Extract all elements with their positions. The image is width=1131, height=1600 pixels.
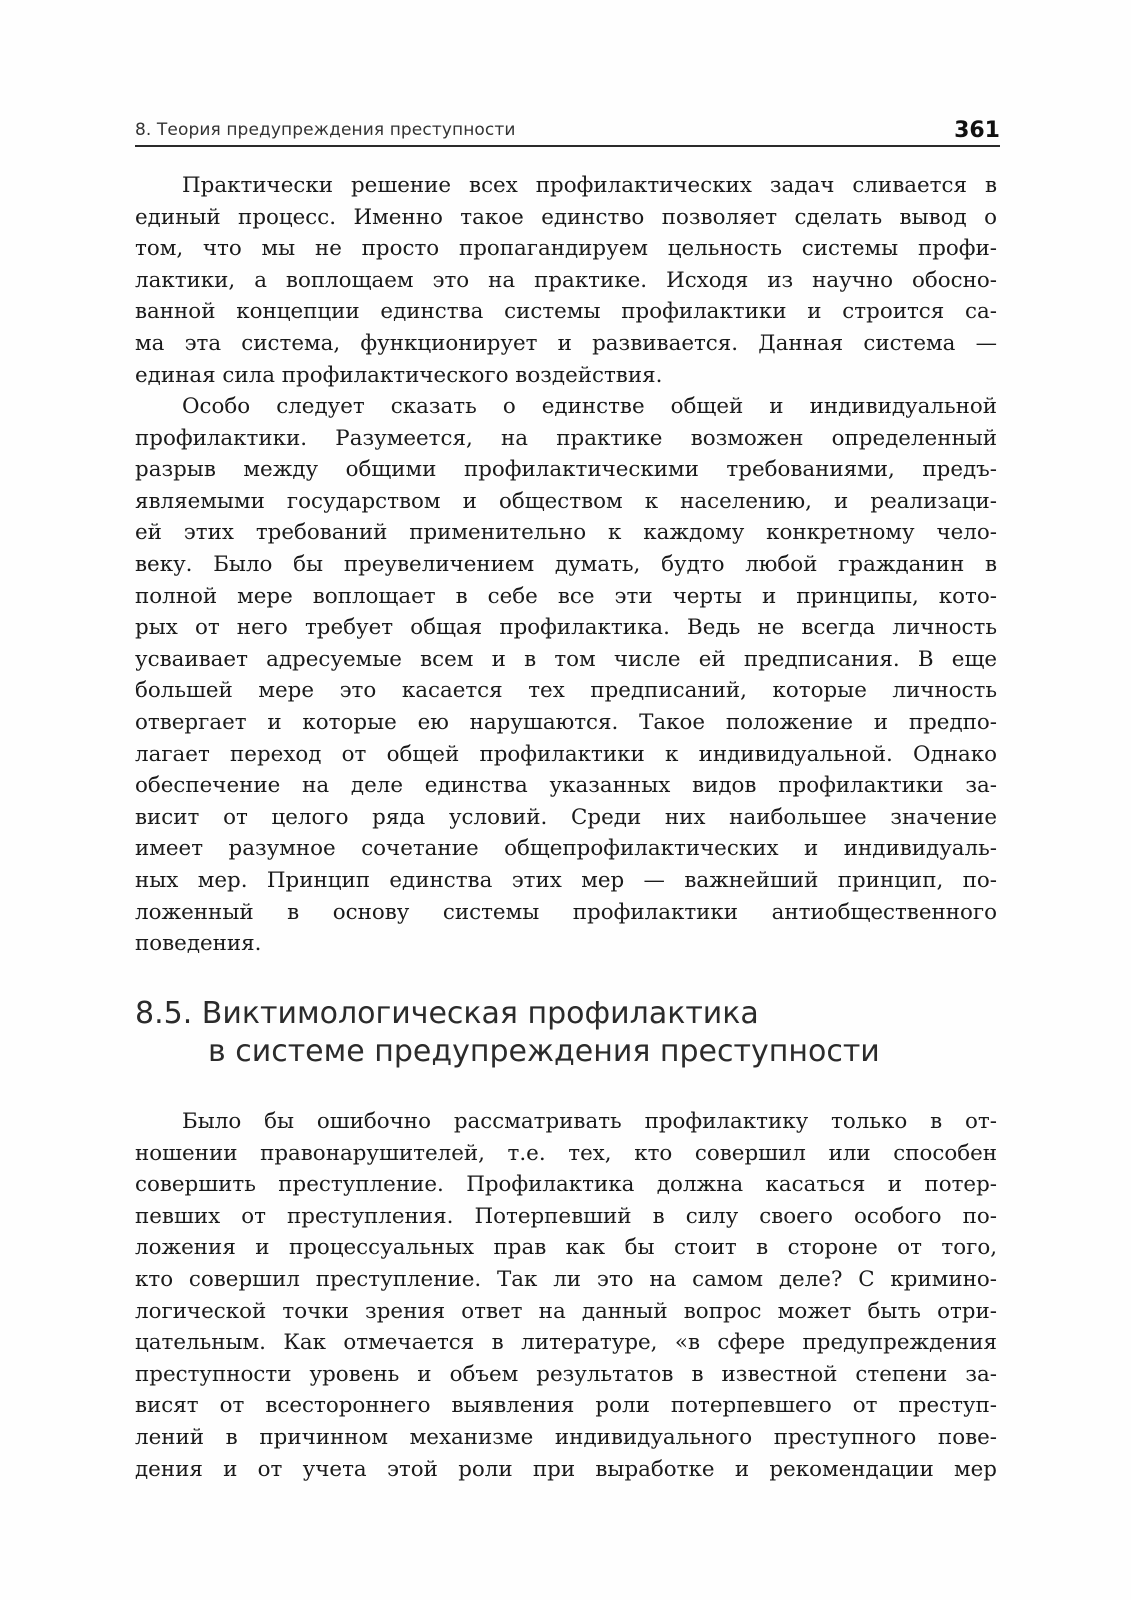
paragraph-2 bbox=[135, 391, 997, 960]
text-line: единая сила профилактического воздействия. bbox=[135, 362, 663, 388]
text-line: дения и от учета этой роли при выработке и рекомендации мер bbox=[135, 1456, 997, 1482]
text-line: кто совершил преступление. Так ли это на самом деле? С кримино- bbox=[135, 1266, 997, 1292]
section-heading-line-1: 8.5. Виктимологическая профилактика bbox=[135, 996, 759, 1031]
text-line: полной мере воплощает в себе все эти черты и принципы, кото- bbox=[135, 583, 997, 609]
text-line: ванной концепции единства системы профилактики и строится са- bbox=[135, 299, 997, 325]
paragraph-3 bbox=[135, 1106, 997, 1485]
text-line: отвергает и которые ею нарушаются. Такое положение и предпо- bbox=[135, 709, 997, 735]
text-line: Практически решение всех профилактических задач сливается в bbox=[182, 173, 997, 198]
text-line: том, что мы не просто пропагандируем цельность системы профи- bbox=[135, 236, 997, 262]
text-line: висит от целого ряда условий. Среди них наибольшее значение bbox=[135, 804, 997, 830]
text-line: ложения и процессуальных прав как бы стоит в стороне от того, bbox=[135, 1235, 997, 1261]
text-line: певших от преступления. Потерпевший в силу своего особого по- bbox=[135, 1203, 997, 1229]
text-line: обеспечение на деле единства указанных видов профилактики за- bbox=[135, 773, 997, 799]
text-line: висят от всестороннего выявления роли потерпевшего от преступ- bbox=[135, 1393, 997, 1419]
text-line: Было бы ошибочно рассматривать профилактику только в от- bbox=[182, 1109, 997, 1134]
text-line: профилактики. Разумеется, на практике возможен определенный bbox=[135, 425, 997, 451]
running-title: 8. Теория предупреждения преступности bbox=[135, 120, 516, 140]
text-line: рых от него требует общая профилактика. Ведь не всегда личность bbox=[135, 615, 997, 641]
text-line: ей этих требований применительно к каждому конкретному чело- bbox=[135, 520, 997, 546]
text-line: разрыв между общими профилактическими требованиями, предъ- bbox=[135, 457, 997, 483]
text-line: лений в причинном механизме индивидуального преступного пове- bbox=[135, 1424, 997, 1450]
running-header bbox=[135, 113, 1000, 147]
text-line: цательным. Как отмечается в литературе, «в сфере предупреждения bbox=[135, 1330, 997, 1356]
text-line: поведения. bbox=[135, 931, 262, 957]
text-line: ношении правонарушителей, т.е. тех, кто совершил или способен bbox=[135, 1140, 997, 1166]
text-line: ложенный в основу системы профилактики антиобщественного bbox=[135, 899, 997, 925]
text-line: логической точки зрения ответ на данный вопрос может быть отри- bbox=[135, 1298, 997, 1324]
text-line: усваивает адресуемые всем и в том числе ей предписания. В еще bbox=[135, 646, 997, 672]
text-line: веку. Было бы преувеличением думать, будто любой гражданин в bbox=[135, 551, 997, 577]
text-line: единый процесс. Именно такое единство позволяет сделать вывод о bbox=[135, 204, 997, 230]
text-line: Особо следует сказать о единстве общей и индивидуальной bbox=[182, 394, 997, 419]
text-line: имеет разумное сочетание общепрофилактических и индивидуаль- bbox=[135, 836, 997, 862]
text-line: лагает переход от общей профилактики к индивидуальной. Однако bbox=[135, 741, 997, 767]
text-line: лактики, а воплощаем это на практике. Исходя из научно обосно- bbox=[135, 267, 997, 293]
section-heading bbox=[135, 995, 997, 1071]
text-line: ма эта система, функционирует и развивается. Данная система — bbox=[135, 330, 997, 356]
text-line: большей мере это касается тех предписаний, которые личность bbox=[135, 678, 997, 704]
text-line: преступности уровень и объем результатов в известной степени за- bbox=[135, 1361, 997, 1387]
text-line: являемыми государством и обществом к населению, и реализаци- bbox=[135, 488, 997, 514]
section-heading-line-2: в системе предупреждения преступности bbox=[208, 1034, 880, 1069]
page-number: 361 bbox=[954, 118, 1000, 143]
text-line: ных мер. Принцип единства этих мер — важнейший принцип, по- bbox=[135, 867, 997, 893]
paragraph-1 bbox=[135, 170, 997, 391]
text-line: совершить преступление. Профилактика должна касаться и потер- bbox=[135, 1172, 997, 1198]
